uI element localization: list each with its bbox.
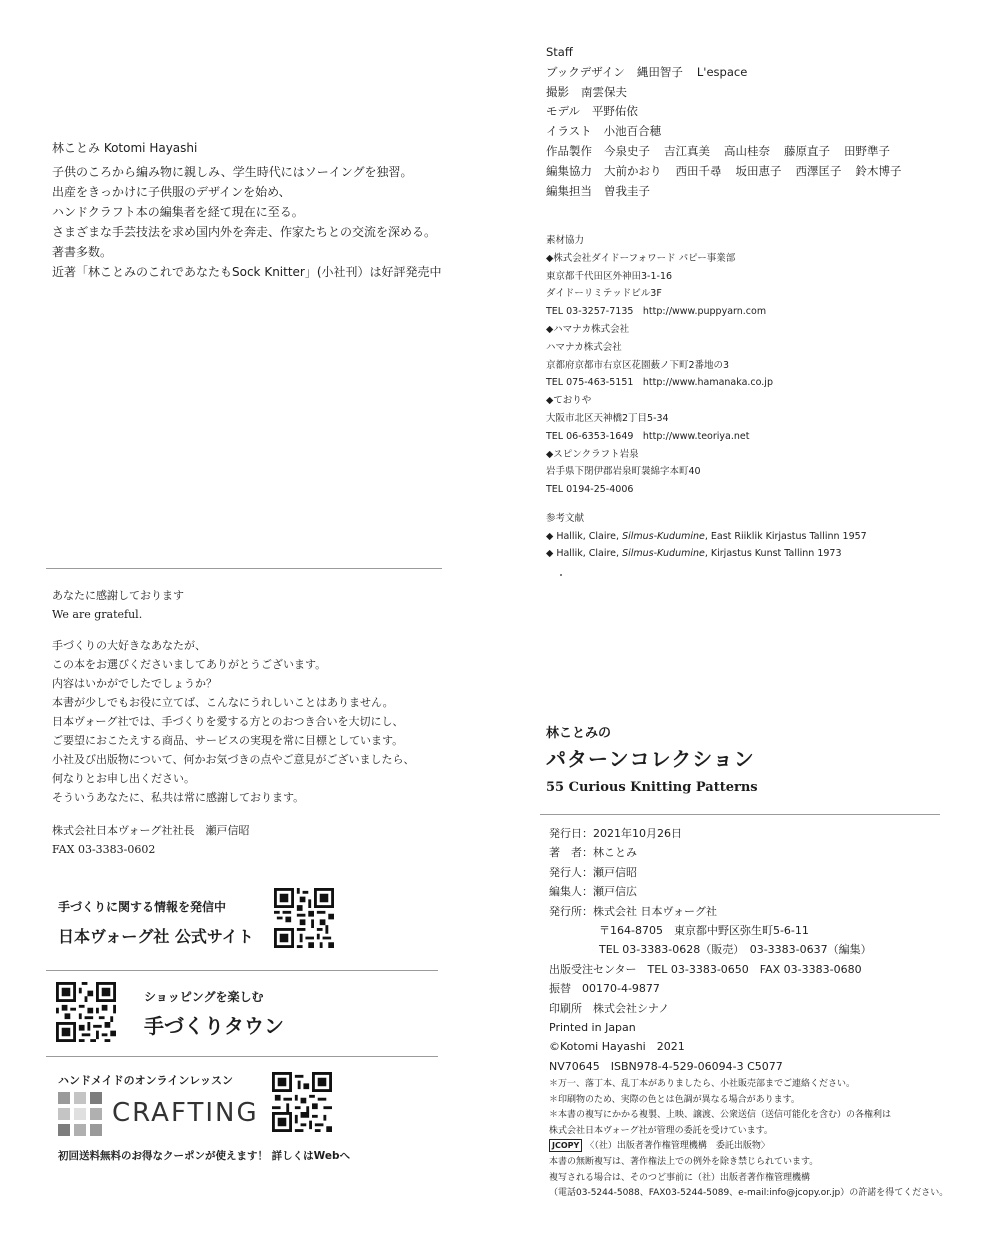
supplier-line: 岩手県下閉伊郡岩泉町袰綿字本町40 — [546, 466, 701, 478]
colophon-line: TEL 03-3383-0628（販売） 03-3383-0637（編集） — [599, 943, 872, 957]
staff-name: 西澤匡子 — [795, 163, 842, 178]
crafting-promo[interactable] — [46, 1068, 438, 1148]
colophon-line: Printed in Japan — [549, 1021, 636, 1035]
qr-code-icon[interactable] — [56, 982, 116, 1042]
shop-title[interactable]: 手づくりタウン — [144, 1014, 284, 1038]
note-line: ＊本書の複写にかかる複製、上映、譲渡、公衆送信（送信可能化を含む）の各権利は — [549, 1110, 892, 1121]
supplier-line: TEL 0194-25-4006 — [546, 484, 634, 496]
note-line: （電話03-5244-5088、FAX03-5244-5089、e-mail:info@jcopy.or.jp）の許諾を得てください。 — [549, 1188, 949, 1199]
staff-name: 曽我圭子 — [604, 183, 650, 198]
reference-title: Silmus-Kudumine — [622, 548, 705, 560]
note-line: 本書の無断複写は、著作権法上での例外を除き禁じられています。 — [549, 1156, 819, 1167]
section-divider — [46, 970, 438, 971]
official-site-promo[interactable] — [46, 886, 438, 958]
staff-role: ブックデザイン — [546, 64, 625, 79]
reference-author: ◆ Hallik, Claire, — [546, 530, 623, 542]
staff-name: 吉江真美 — [664, 143, 710, 158]
thanks-body-line: そういうあなたに、私共は常に感謝しております。 — [52, 791, 305, 804]
jcopy-badge: JCOPY — [549, 1139, 582, 1152]
staff-name: 大前かおり — [604, 163, 662, 178]
staff-role: 撮影 — [546, 84, 569, 99]
book-title: パターンコレクション — [546, 747, 755, 771]
reference-author: ◆ Hallik, Claire, — [546, 548, 623, 560]
promo-footer-note: 初回送料無料のお得なクーポンが使えます！ 詳しくはWebへ — [58, 1150, 350, 1162]
staff-name: 西田千尋 — [675, 163, 722, 178]
staff-name: L'espace — [696, 64, 748, 79]
supplier-line: TEL 06-6353-1649 http://www.teoriya.net — [546, 430, 750, 442]
staff-row — [546, 102, 916, 122]
colophon-line: NV70645 ISBN978-4-529-06094-3 C5077 — [549, 1059, 783, 1073]
thanks-body-line: 本書が少しでもお役に立てば、こんなにうれしいことはありません。 — [52, 696, 394, 709]
staff-row — [546, 63, 916, 83]
materials-credits — [546, 232, 773, 499]
staff-role: 編集担当 — [546, 183, 592, 198]
staff-name: 今泉史子 — [604, 143, 650, 158]
supplier-line: TEL 03-3257-7135 http://www.puppyarn.com — [546, 306, 767, 318]
author-name: 林ことみ Kotomi Hayashi — [52, 141, 198, 155]
note-line: 株式会社日本ヴォーグ社が管理の委託を受けています。 — [549, 1125, 773, 1136]
jcopy-text: 〈（社）出版者著作権管理機構 委託出版物〉 — [585, 1141, 770, 1152]
author-bio-line: 著書多数。 — [52, 245, 113, 259]
section-divider — [46, 568, 442, 569]
colophon-line: 出版受注センター TEL 03-3383-0650 FAX 03-3383-0680 — [549, 962, 862, 976]
supplier-line: ハマナカ株式会社 — [546, 341, 622, 353]
book-title-prefix: 林ことみの — [546, 726, 612, 741]
thanks-signature: 株式会社日本ヴォーグ社社長 瀬戸信昭 — [52, 824, 250, 837]
staff-name: 田野準子 — [844, 143, 890, 158]
staff-row — [546, 122, 916, 142]
author-bio-line: 出産をきっかけに子供服のデザインを始め、 — [52, 185, 291, 199]
supplier-name: ◆スピンクラフト岩泉 — [546, 448, 639, 460]
staff-role: 作品製作 — [546, 143, 592, 158]
references-heading: 参考文献 — [546, 513, 585, 524]
qr-code-icon[interactable] — [274, 888, 334, 948]
official-site-title[interactable]: 日本ヴォーグ社 公式サイト — [58, 927, 254, 946]
thanks-body-line: 手づくりの大好きなあなたが、 — [52, 639, 206, 652]
staff-name: 縄田智子 — [636, 64, 683, 79]
colophon-line: 著 者：林ことみ — [549, 846, 637, 860]
staff-row — [546, 162, 916, 182]
reference-item — [546, 528, 867, 546]
book-title-english: 55 Curious Knitting Patterns — [546, 780, 758, 795]
references — [546, 510, 867, 563]
author-bio-line: 子供のころから編み物に親しみ、学生時代にはソーイングを独習。 — [52, 165, 413, 179]
author-bio-line: ハンドクラフト本の編集者を経て現在に至る。 — [52, 205, 304, 219]
supplier-name: ◆株式会社ダイドーフォワード パピー事業部 — [546, 252, 736, 264]
reference-publisher: , East Riiklik Kirjastus Tallinn 1957 — [704, 530, 867, 542]
crafting-logo-icon — [58, 1092, 102, 1136]
staff-name: 小池百合穂 — [603, 124, 662, 139]
jcopy-line — [549, 1139, 948, 1155]
staff-name: 鈴木博子 — [855, 163, 902, 178]
colophon-line: ©Kotomi Hayashi 2021 — [549, 1040, 685, 1054]
staff-role: 編集協力 — [546, 163, 592, 178]
supplier-line: 京都府京都市右京区花園薮ノ下町2番地の3 — [546, 359, 730, 371]
thanks-body-line: ご要望におこたえする商品、サービスの実現を常に目標としています。 — [52, 734, 404, 747]
supplier-line: TEL 075-463-5151 http://www.hamanaka.co.jp — [546, 377, 773, 389]
colophon — [549, 824, 872, 1076]
thanks-fax: FAX 03-3383-0602 — [52, 843, 156, 856]
supplier-line: 東京都千代田区外神田3-1-16 — [546, 270, 673, 282]
author-profile — [52, 138, 442, 282]
colophon-line: 発行所：株式会社 日本ヴォーグ社 — [549, 904, 718, 918]
shop-subtitle: ショッピングを楽しむ — [144, 990, 264, 1004]
thanks-body-line: この本をお選びくださいましてありがとうございます。 — [52, 658, 327, 671]
staff-credits — [546, 43, 916, 201]
crafting-title[interactable]: CRAFTING — [112, 1098, 259, 1128]
materials-heading: 素材協力 — [546, 235, 585, 246]
staff-row — [546, 182, 916, 202]
supplier-line: ダイドーリミテッドビル3F — [546, 288, 662, 300]
copyright-notes — [549, 1077, 948, 1202]
author-bio-line: 近著「林ことみのこれであなたもSock Knitter」(小社刊）は好評発売中 — [52, 265, 442, 279]
thanks-title: あなたに感謝しております — [52, 589, 184, 602]
note-line: ＊万一、落丁本、乱丁本がありましたら、小社販売部までご連絡ください。 — [549, 1079, 856, 1089]
shop-promo[interactable] — [46, 982, 438, 1044]
section-divider — [46, 1056, 438, 1057]
thanks-message — [52, 586, 415, 859]
supplier-name: ◆ハマナカ株式会社 — [546, 323, 630, 335]
staff-name: 高山桂奈 — [724, 143, 770, 158]
author-bio-line: さまざまな手芸技法を求め国内外を奔走、作家たちとの交流を深める。 — [52, 225, 437, 239]
staff-role: モデル — [546, 104, 580, 119]
thanks-body-line: 何なりとお申し出ください。 — [52, 772, 195, 785]
book-title-block — [546, 722, 758, 795]
staff-row — [546, 142, 916, 162]
reference-publisher: , Kirjastus Kunst Tallinn 1973 — [704, 548, 842, 560]
thanks-body-line: 内容はいかがでしたでしょうか？ — [52, 677, 217, 690]
supplier-name: ◆ておりや — [546, 395, 592, 407]
staff-name: 平野佑依 — [591, 104, 638, 119]
colophon-line: 〒164-8705 東京都中野区弥生町5-6-11 — [599, 924, 809, 938]
reference-title: Silmus-Kudumine — [622, 530, 705, 542]
colophon-line: 編集人：瀬戸信広 — [549, 885, 637, 899]
thanks-title-en: We are grateful. — [52, 608, 143, 621]
colophon-line: 印刷所 株式会社シナノ — [549, 1001, 670, 1015]
staff-name: 南雲保夫 — [581, 84, 627, 99]
official-site-subtitle: 手づくりに関する情報を発信中 — [58, 900, 227, 914]
section-divider — [540, 814, 940, 815]
staff-heading: Staff — [546, 45, 573, 59]
colophon-line: 発行人：瀬戸信昭 — [549, 865, 637, 879]
qr-code-icon[interactable] — [272, 1072, 332, 1132]
staff-name: 藤原直子 — [784, 143, 830, 158]
reference-item — [546, 545, 867, 563]
supplier-line: 大阪市北区天神橋2丁目5-34 — [546, 412, 669, 424]
staff-name: 坂田恵子 — [735, 163, 782, 178]
thanks-body-line: 小社及び出版物について、何かお気づきの点やご意見がございましたら、 — [52, 753, 415, 766]
colophon-line: 振替 00170-4-9877 — [549, 982, 660, 996]
note-line: 複写される場合は、そのつど事前に（社）出版者著作権管理機構 — [549, 1172, 811, 1183]
thanks-body-line: 日本ヴォーグ社では、手づくりを愛する方とのおつき合いを大切にし、 — [52, 715, 404, 728]
colophon-line: 発行日：2021年10月26日 — [549, 827, 682, 840]
crafting-subtitle: ハンドメイドのオンラインレッスン — [58, 1074, 233, 1087]
staff-role: イラスト — [546, 124, 592, 139]
note-line: ＊印刷物のため、実際の色とは色調が異なる場合があります。 — [549, 1094, 800, 1105]
decorative-dot — [560, 574, 562, 576]
staff-row — [546, 83, 916, 103]
